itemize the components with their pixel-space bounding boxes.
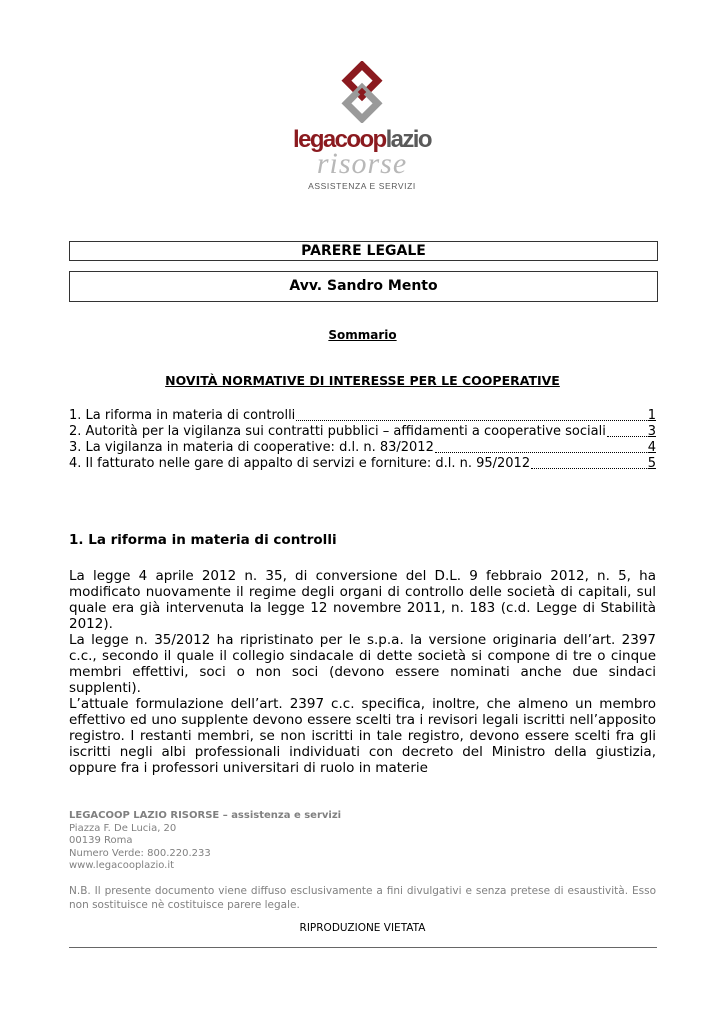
footer-phone: Numero Verde: 800.220.233 — [69, 847, 211, 859]
toc-item[interactable] — [69, 408, 656, 424]
toc-item-text: 1. La riforma in materia di controlli — [69, 408, 296, 423]
reproduction-notice: RIPRODUZIONE VIETATA — [299, 922, 426, 934]
toc-item[interactable] — [69, 456, 656, 472]
document-author: Avv. Sandro Mento — [69, 271, 658, 302]
footer-address: Piazza F. De Lucia, 20 — [69, 822, 177, 834]
toc-leader — [607, 424, 647, 437]
toc-item-page: 1 — [647, 408, 656, 423]
logo-tagline: ASSISTENZA E SERVIZI — [308, 181, 416, 191]
legacoop-logo — [283, 57, 441, 197]
toc-item-text: 4. Il fatturato nelle gare di appalto di servizi e forniture: d.l. n. 95/2012 — [69, 456, 531, 471]
body-paragraph: La legge 4 aprile 2012 n. 35, di conversione del D.L. 9 febbraio 2012, n. 5, ha modificato nuovamente il regime degli organi di controllo delle società di capitali, sul quale era già intervenuta la legge 12 novembre 2011, n. 183 (c.d. Legge di Stabilità 2012). — [69, 568, 656, 632]
disclaimer-note: N.B. Il presente documento viene diffuso esclusivamente a fini divulgativi e senza pretese di esaustività. Esso non sostituisce nè costituisce parere legale. — [69, 885, 656, 911]
logo-diamond-icon — [331, 61, 393, 123]
footer-contact — [69, 810, 341, 873]
summary-label: Sommario — [328, 328, 397, 342]
toc-leader — [435, 440, 647, 453]
footer-divider — [69, 947, 657, 948]
footer-website[interactable]: www.legacooplazio.it — [69, 860, 175, 871]
footer-org: LEGACOOP LAZIO RISORSE – assistenza e servizi — [69, 810, 342, 821]
summary-heading: NOVITÀ NORMATIVE DI INTERESSE PER LE COOPERATIVE — [165, 373, 560, 388]
toc-item-text: 3. La vigilanza in materia di cooperative: d.l. n. 83/2012 — [69, 440, 434, 455]
document-title: PARERE LEGALE — [69, 241, 658, 261]
table-of-contents — [69, 408, 656, 472]
logo-word-legacoop: legacoop — [293, 126, 386, 153]
toc-item-text: 2. Autorità per la vigilanza sui contratti pubblici – affidamenti a cooperative sociali — [69, 424, 606, 439]
toc-item[interactable] — [69, 424, 656, 440]
body-paragraph: La legge n. 35/2012 ha ripristinato per le s.p.a. la versione originaria dell’art. 2397 c.c., secondo il quale il collegio sindacale di dette società si compone di tre o cinque membri effettivi, soci o non soci (devono essere nominati anche due sindaci supplenti). — [69, 632, 656, 696]
toc-leader — [531, 456, 647, 469]
toc-item[interactable] — [69, 440, 656, 456]
body-paragraph: L’attuale formulazione dell’art. 2397 c.c. specifica, inoltre, che almeno un membro effettivo ed uno supplente devono essere scelti tra i revisori legali iscritti nell’apposito registro. I restanti membri, se non iscritti in tale registro, devono essere scelti fra gli iscritti negli albi professionali individuati con decreto del Ministro della giustizia, oppure fra i professori universitari di ruolo in materie — [69, 696, 656, 776]
footer-city: 00139 Roma — [69, 835, 133, 846]
toc-item-page: 5 — [647, 456, 656, 471]
toc-leader — [296, 408, 646, 421]
toc-item-page: 4 — [647, 440, 656, 455]
toc-item-page: 3 — [647, 424, 656, 439]
section-heading: 1. La riforma in materia di controlli — [69, 532, 337, 548]
logo-subword: risorse — [316, 147, 408, 180]
logo-word-lazio: lazio — [385, 126, 431, 153]
